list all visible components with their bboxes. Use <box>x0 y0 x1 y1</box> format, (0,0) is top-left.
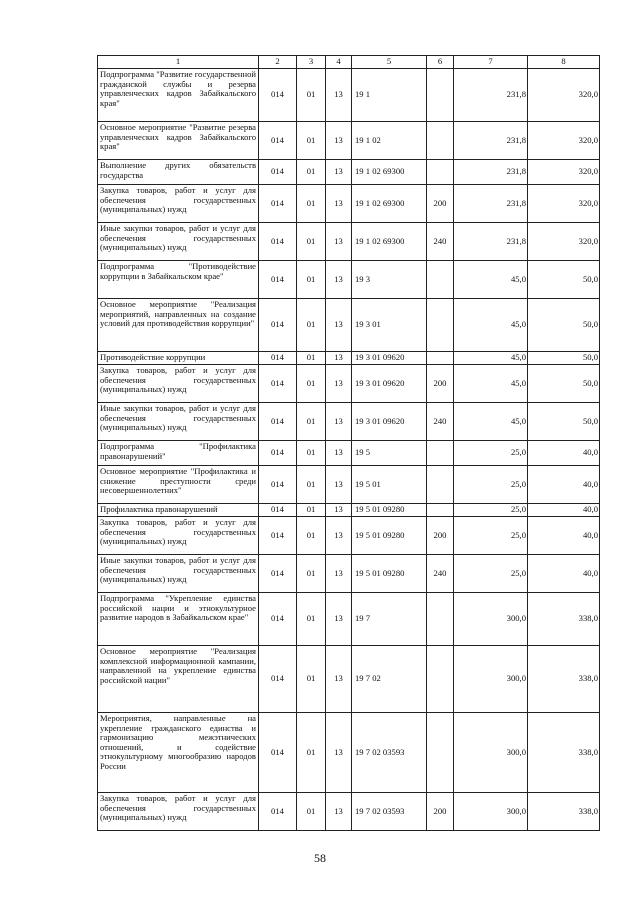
target-article-cell: 19 7 02 03593 <box>352 793 427 831</box>
target-article-cell: 19 5 01 09280 <box>352 555 427 593</box>
target-article-cell: 19 3 01 09620 <box>352 365 427 403</box>
row-name-cell: Противодействие коррупции <box>98 352 259 365</box>
expense-type-cell <box>427 713 454 793</box>
expense-type-cell: 200 <box>427 517 454 555</box>
admin-code-cell: 014 <box>259 646 297 713</box>
expense-type-cell: 240 <box>427 403 454 441</box>
subsection-cell: 13 <box>326 403 352 441</box>
amount-col7-cell: 45,0 <box>454 261 528 299</box>
amount-col8-cell: 320,0 <box>528 160 600 185</box>
expense-type-cell <box>427 646 454 713</box>
amount-col7-cell: 25,0 <box>454 517 528 555</box>
section-cell: 01 <box>297 555 326 593</box>
table-row <box>98 403 600 441</box>
subsection-cell: 13 <box>326 160 352 185</box>
row-name-cell: Иные закупки товаров, работ и услуг для обеспечения государственных (муниципальных) нужд <box>98 223 259 261</box>
row-name-cell: Профилактика правонарушений <box>98 504 259 517</box>
row-name-cell: Основное мероприятие "Реализация мероприятий, направленных на создание условий для противодействия коррупции" <box>98 299 259 352</box>
section-cell: 01 <box>297 69 326 122</box>
table-row <box>98 185 600 223</box>
amount-col8-cell: 50,0 <box>528 261 600 299</box>
amount-col8-cell: 50,0 <box>528 403 600 441</box>
amount-col7-cell: 231,8 <box>454 223 528 261</box>
header-cell-2: 2 <box>259 56 297 69</box>
target-article-cell: 19 5 <box>352 441 427 466</box>
row-name-cell: Подпрограмма "Укрепление единства российской нации и этнокультурное развитие народов в Забайкальском крае" <box>98 593 259 646</box>
section-cell: 01 <box>297 593 326 646</box>
expense-type-cell: 200 <box>427 365 454 403</box>
admin-code-cell: 014 <box>259 441 297 466</box>
row-name-cell: Основное мероприятие "Развитие резерва управленческих кадров Забайкальского края" <box>98 122 259 160</box>
section-cell: 01 <box>297 441 326 466</box>
expense-type-cell <box>427 352 454 365</box>
target-article-cell: 19 7 02 <box>352 646 427 713</box>
amount-col8-cell: 338,0 <box>528 646 600 713</box>
table-row <box>98 365 600 403</box>
section-cell: 01 <box>297 299 326 352</box>
section-cell: 01 <box>297 713 326 793</box>
section-cell: 01 <box>297 185 326 223</box>
table-row <box>98 223 600 261</box>
amount-col8-cell: 338,0 <box>528 713 600 793</box>
section-cell: 01 <box>297 466 326 504</box>
target-article-cell: 19 1 <box>352 69 427 122</box>
table-row <box>98 299 600 352</box>
table-row <box>98 160 600 185</box>
section-cell: 01 <box>297 793 326 831</box>
subsection-cell: 13 <box>326 69 352 122</box>
row-name-cell: Мероприятия, направленные на укрепление гражданского единства и гармонизацию межэтнических отношений, и содействие этнокультурному многообразию народов России <box>98 713 259 793</box>
target-article-cell: 19 7 <box>352 593 427 646</box>
target-article-cell: 19 5 01 09280 <box>352 517 427 555</box>
admin-code-cell: 014 <box>259 299 297 352</box>
subsection-cell: 13 <box>326 466 352 504</box>
amount-col7-cell: 231,8 <box>454 69 528 122</box>
amount-col7-cell: 25,0 <box>454 504 528 517</box>
target-article-cell: 19 1 02 <box>352 122 427 160</box>
target-article-cell: 19 5 01 <box>352 466 427 504</box>
header-cell-6: 6 <box>427 56 454 69</box>
subsection-cell: 13 <box>326 365 352 403</box>
subsection-cell: 13 <box>326 441 352 466</box>
admin-code-cell: 014 <box>259 365 297 403</box>
section-cell: 01 <box>297 160 326 185</box>
target-article-cell: 19 5 01 09280 <box>352 504 427 517</box>
amount-col8-cell: 320,0 <box>528 69 600 122</box>
amount-col7-cell: 231,8 <box>454 160 528 185</box>
admin-code-cell: 014 <box>259 403 297 441</box>
amount-col7-cell: 300,0 <box>454 593 528 646</box>
subsection-cell: 13 <box>326 185 352 223</box>
row-name-cell: Выполнение других обязательств государства <box>98 160 259 185</box>
table-row <box>98 713 600 793</box>
amount-col7-cell: 300,0 <box>454 713 528 793</box>
target-article-cell: 19 3 01 09620 <box>352 403 427 441</box>
target-article-cell: 19 3 01 <box>352 299 427 352</box>
amount-col7-cell: 25,0 <box>454 555 528 593</box>
budget-table <box>97 55 600 831</box>
admin-code-cell: 014 <box>259 185 297 223</box>
section-cell: 01 <box>297 646 326 713</box>
table-row <box>98 466 600 504</box>
expense-type-cell <box>427 504 454 517</box>
admin-code-cell: 014 <box>259 555 297 593</box>
expense-type-cell: 200 <box>427 185 454 223</box>
amount-col8-cell: 40,0 <box>528 555 600 593</box>
target-article-cell: 19 1 02 69300 <box>352 185 427 223</box>
table-row <box>98 261 600 299</box>
amount-col7-cell: 300,0 <box>454 793 528 831</box>
table-row <box>98 504 600 517</box>
table-row <box>98 441 600 466</box>
subsection-cell: 13 <box>326 646 352 713</box>
expense-type-cell <box>427 160 454 185</box>
admin-code-cell: 014 <box>259 261 297 299</box>
header-cell-8: 8 <box>528 56 600 69</box>
row-name-cell: Закупка товаров, работ и услуг для обеспечения государственных (муниципальных) нужд <box>98 365 259 403</box>
row-name-cell: Основное мероприятие "Реализация комплексной информационной кампании, направленной на укрепление единства российской нации" <box>98 646 259 713</box>
admin-code-cell: 014 <box>259 160 297 185</box>
expense-type-cell <box>427 466 454 504</box>
target-article-cell: 19 7 02 03593 <box>352 713 427 793</box>
target-article-cell: 19 3 01 09620 <box>352 352 427 365</box>
target-article-cell: 19 1 02 69300 <box>352 160 427 185</box>
target-article-cell: 19 3 <box>352 261 427 299</box>
row-name-cell: Подпрограмма "Профилактика правонарушений" <box>98 441 259 466</box>
expense-type-cell <box>427 441 454 466</box>
amount-col7-cell: 45,0 <box>454 403 528 441</box>
expense-type-cell <box>427 593 454 646</box>
admin-code-cell: 014 <box>259 517 297 555</box>
table-row <box>98 352 600 365</box>
amount-col8-cell: 40,0 <box>528 504 600 517</box>
amount-col7-cell: 231,8 <box>454 122 528 160</box>
amount-col8-cell: 50,0 <box>528 365 600 403</box>
subsection-cell: 13 <box>326 122 352 160</box>
subsection-cell: 13 <box>326 504 352 517</box>
amount-col7-cell: 25,0 <box>454 466 528 504</box>
amount-col7-cell: 25,0 <box>454 441 528 466</box>
section-cell: 01 <box>297 517 326 555</box>
subsection-cell: 13 <box>326 593 352 646</box>
header-cell-7: 7 <box>454 56 528 69</box>
expense-type-cell: 240 <box>427 555 454 593</box>
admin-code-cell: 014 <box>259 504 297 517</box>
subsection-cell: 13 <box>326 299 352 352</box>
amount-col7-cell: 300,0 <box>454 646 528 713</box>
amount-col7-cell: 45,0 <box>454 365 528 403</box>
row-name-cell: Закупка товаров, работ и услуг для обеспечения государственных (муниципальных) нужд <box>98 185 259 223</box>
amount-col8-cell: 40,0 <box>528 466 600 504</box>
admin-code-cell: 014 <box>259 466 297 504</box>
subsection-cell: 13 <box>326 517 352 555</box>
section-cell: 01 <box>297 261 326 299</box>
amount-col8-cell: 338,0 <box>528 793 600 831</box>
table-row <box>98 555 600 593</box>
amount-col8-cell: 40,0 <box>528 441 600 466</box>
header-cell-3: 3 <box>297 56 326 69</box>
section-cell: 01 <box>297 504 326 517</box>
amount-col8-cell: 338,0 <box>528 593 600 646</box>
admin-code-cell: 014 <box>259 352 297 365</box>
admin-code-cell: 014 <box>259 122 297 160</box>
admin-code-cell: 014 <box>259 593 297 646</box>
header-row <box>98 56 600 69</box>
admin-code-cell: 014 <box>259 713 297 793</box>
subsection-cell: 13 <box>326 555 352 593</box>
header-cell-1: 1 <box>98 56 259 69</box>
admin-code-cell: 014 <box>259 793 297 831</box>
section-cell: 01 <box>297 223 326 261</box>
amount-col8-cell: 320,0 <box>528 185 600 223</box>
header-cell-5: 5 <box>352 56 427 69</box>
table-row <box>98 69 600 122</box>
amount-col7-cell: 231,8 <box>454 185 528 223</box>
table-row <box>98 793 600 831</box>
expense-type-cell <box>427 261 454 299</box>
amount-col7-cell: 45,0 <box>454 352 528 365</box>
expense-type-cell <box>427 69 454 122</box>
subsection-cell: 13 <box>326 793 352 831</box>
row-name-cell: Подпрограмма "Развитие государственной гражданской службы и резерва управленческих кадров Забайкальского края" <box>98 69 259 122</box>
admin-code-cell: 014 <box>259 223 297 261</box>
row-name-cell: Подпрограмма "Противодействие коррупции в Забайкальском крае" <box>98 261 259 299</box>
row-name-cell: Закупка товаров, работ и услуг для обеспечения государственных (муниципальных) нужд <box>98 517 259 555</box>
amount-col8-cell: 320,0 <box>528 223 600 261</box>
amount-col8-cell: 320,0 <box>528 122 600 160</box>
table-row <box>98 646 600 713</box>
amount-col8-cell: 50,0 <box>528 352 600 365</box>
section-cell: 01 <box>297 122 326 160</box>
table-row <box>98 517 600 555</box>
subsection-cell: 13 <box>326 223 352 261</box>
row-name-cell: Основное мероприятие "Профилактика и снижение преступности среди несовершеннолетних" <box>98 466 259 504</box>
header-cell-4: 4 <box>326 56 352 69</box>
section-cell: 01 <box>297 403 326 441</box>
row-name-cell: Иные закупки товаров, работ и услуг для обеспечения государственных (муниципальных) нужд <box>98 403 259 441</box>
expense-type-cell: 240 <box>427 223 454 261</box>
section-cell: 01 <box>297 365 326 403</box>
subsection-cell: 13 <box>326 352 352 365</box>
section-cell: 01 <box>297 352 326 365</box>
row-name-cell: Закупка товаров, работ и услуг для обеспечения государственных (муниципальных) нужд <box>98 793 259 831</box>
expense-type-cell <box>427 299 454 352</box>
amount-col7-cell: 45,0 <box>454 299 528 352</box>
page-number: 58 <box>314 851 326 865</box>
expense-type-cell <box>427 122 454 160</box>
expense-type-cell: 200 <box>427 793 454 831</box>
amount-col8-cell: 40,0 <box>528 517 600 555</box>
target-article-cell: 19 1 02 69300 <box>352 223 427 261</box>
table-row <box>98 122 600 160</box>
table-row <box>98 593 600 646</box>
row-name-cell: Иные закупки товаров, работ и услуг для обеспечения государственных (муниципальных) нужд <box>98 555 259 593</box>
subsection-cell: 13 <box>326 261 352 299</box>
subsection-cell: 13 <box>326 713 352 793</box>
amount-col8-cell: 50,0 <box>528 299 600 352</box>
admin-code-cell: 014 <box>259 69 297 122</box>
